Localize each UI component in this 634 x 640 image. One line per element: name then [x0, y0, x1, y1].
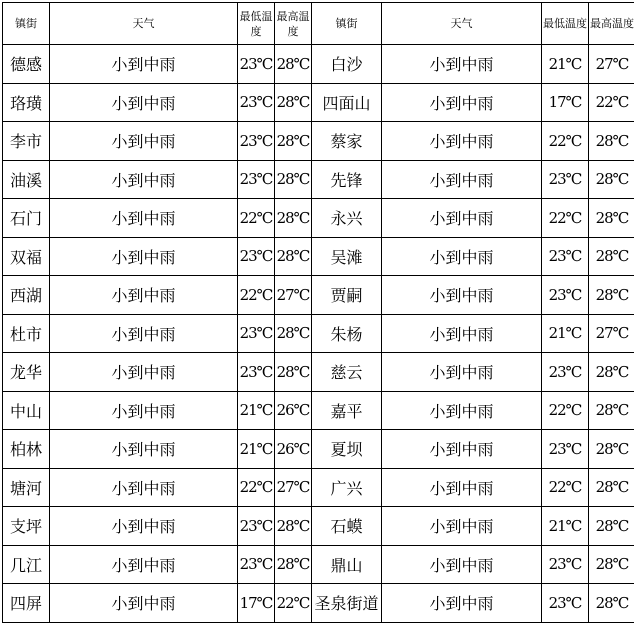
- max-temp-cell: 28℃: [589, 122, 634, 161]
- weather-cell: 小到中雨: [50, 83, 238, 122]
- town-cell: 珞璜: [3, 83, 50, 122]
- town-cell: 龙华: [3, 353, 50, 392]
- min-temp-cell: 21℃: [542, 314, 589, 353]
- town-cell: 石门: [3, 199, 50, 238]
- town-cell: 永兴: [312, 199, 382, 238]
- weather-cell: 小到中雨: [50, 507, 238, 546]
- min-temp-cell: 21℃: [238, 430, 275, 469]
- min-temp-cell: 23℃: [238, 83, 275, 122]
- table-row: [3, 237, 634, 276]
- min-temp-cell: 22℃: [238, 276, 275, 315]
- table-row: [3, 468, 634, 507]
- weather-forecast-table: [2, 2, 634, 623]
- table-row: [3, 507, 634, 546]
- min-temp-cell: 23℃: [238, 545, 275, 584]
- min-temp-cell: 23℃: [238, 314, 275, 353]
- weather-cell: 小到中雨: [382, 391, 542, 430]
- town-cell: 圣泉街道: [312, 584, 382, 623]
- weather-cell: 小到中雨: [382, 430, 542, 469]
- weather-cell: 小到中雨: [382, 468, 542, 507]
- min-temp-cell: 23℃: [238, 122, 275, 161]
- town-cell: 朱杨: [312, 314, 382, 353]
- min-temp-cell: 21℃: [238, 391, 275, 430]
- min-temp-cell: 23℃: [542, 237, 589, 276]
- town-cell: 先锋: [312, 160, 382, 199]
- town-cell: 嘉平: [312, 391, 382, 430]
- weather-cell: 小到中雨: [382, 199, 542, 238]
- min-temp-cell: 23℃: [542, 545, 589, 584]
- max-temp-cell: 26℃: [275, 391, 312, 430]
- header-weather: 天气: [382, 3, 542, 45]
- min-temp-cell: 23℃: [542, 353, 589, 392]
- header-max-temp: 最高温度: [275, 3, 312, 45]
- weather-cell: 小到中雨: [50, 45, 238, 84]
- town-cell: 慈云: [312, 353, 382, 392]
- town-cell: 贾嗣: [312, 276, 382, 315]
- max-temp-cell: 28℃: [589, 430, 634, 469]
- town-cell: 鼎山: [312, 545, 382, 584]
- weather-cell: 小到中雨: [50, 122, 238, 161]
- min-temp-cell: 23℃: [238, 160, 275, 199]
- min-temp-cell: 23℃: [542, 276, 589, 315]
- max-temp-cell: 28℃: [275, 314, 312, 353]
- weather-cell: 小到中雨: [50, 160, 238, 199]
- max-temp-cell: 28℃: [589, 391, 634, 430]
- max-temp-cell: 22℃: [275, 584, 312, 623]
- max-temp-cell: 27℃: [589, 314, 634, 353]
- min-temp-cell: 17℃: [238, 584, 275, 623]
- weather-cell: 小到中雨: [382, 584, 542, 623]
- max-temp-cell: 28℃: [275, 122, 312, 161]
- max-temp-cell: 27℃: [589, 45, 634, 84]
- min-temp-cell: 23℃: [238, 507, 275, 546]
- town-cell: 西湖: [3, 276, 50, 315]
- max-temp-cell: 28℃: [589, 199, 634, 238]
- header-max-temp: 最高温度: [589, 3, 634, 45]
- min-temp-cell: 21℃: [542, 507, 589, 546]
- table-row: [3, 122, 634, 161]
- max-temp-cell: 27℃: [275, 468, 312, 507]
- max-temp-cell: 28℃: [275, 160, 312, 199]
- max-temp-cell: 28℃: [589, 468, 634, 507]
- min-temp-cell: 22℃: [542, 391, 589, 430]
- town-cell: 夏坝: [312, 430, 382, 469]
- town-cell: 德感: [3, 45, 50, 84]
- min-temp-cell: 21℃: [542, 45, 589, 84]
- max-temp-cell: 28℃: [275, 45, 312, 84]
- max-temp-cell: 28℃: [589, 584, 634, 623]
- weather-cell: 小到中雨: [50, 545, 238, 584]
- min-temp-cell: 22℃: [238, 468, 275, 507]
- max-temp-cell: 28℃: [589, 276, 634, 315]
- max-temp-cell: 28℃: [275, 199, 312, 238]
- table-row: [3, 314, 634, 353]
- max-temp-cell: 28℃: [589, 237, 634, 276]
- max-temp-cell: 28℃: [589, 545, 634, 584]
- weather-cell: 小到中雨: [382, 276, 542, 315]
- weather-cell: 小到中雨: [50, 276, 238, 315]
- weather-cell: 小到中雨: [50, 237, 238, 276]
- weather-cell: 小到中雨: [382, 507, 542, 546]
- table-row: [3, 545, 634, 584]
- weather-cell: 小到中雨: [382, 122, 542, 161]
- table-row: [3, 199, 634, 238]
- town-cell: 吴滩: [312, 237, 382, 276]
- town-cell: 几江: [3, 545, 50, 584]
- table-row: [3, 391, 634, 430]
- min-temp-cell: 22℃: [542, 468, 589, 507]
- weather-cell: 小到中雨: [50, 430, 238, 469]
- min-temp-cell: 22℃: [542, 199, 589, 238]
- min-temp-cell: 23℃: [542, 160, 589, 199]
- min-temp-cell: 17℃: [542, 83, 589, 122]
- header-town: 镇街: [3, 3, 50, 45]
- min-temp-cell: 23℃: [542, 430, 589, 469]
- weather-cell: 小到中雨: [382, 237, 542, 276]
- town-cell: 四面山: [312, 83, 382, 122]
- min-temp-cell: 23℃: [238, 237, 275, 276]
- town-cell: 蔡家: [312, 122, 382, 161]
- weather-cell: 小到中雨: [50, 468, 238, 507]
- table-row: [3, 276, 634, 315]
- header-weather: 天气: [50, 3, 238, 45]
- town-cell: 塘河: [3, 468, 50, 507]
- town-cell: 李市: [3, 122, 50, 161]
- max-temp-cell: 22℃: [589, 83, 634, 122]
- header-min-temp: 最低温度: [238, 3, 275, 45]
- header-row: [3, 3, 634, 45]
- min-temp-cell: 23℃: [238, 45, 275, 84]
- table-row: [3, 160, 634, 199]
- weather-cell: 小到中雨: [50, 353, 238, 392]
- weather-cell: 小到中雨: [50, 584, 238, 623]
- min-temp-cell: 23℃: [238, 353, 275, 392]
- table-row: [3, 430, 634, 469]
- min-temp-cell: 22℃: [238, 199, 275, 238]
- weather-cell: 小到中雨: [50, 391, 238, 430]
- weather-cell: 小到中雨: [50, 314, 238, 353]
- table-row: [3, 83, 634, 122]
- max-temp-cell: 28℃: [275, 507, 312, 546]
- town-cell: 石蟆: [312, 507, 382, 546]
- town-cell: 杜市: [3, 314, 50, 353]
- town-cell: 油溪: [3, 160, 50, 199]
- max-temp-cell: 27℃: [275, 276, 312, 315]
- weather-cell: 小到中雨: [50, 199, 238, 238]
- header-town: 镇街: [312, 3, 382, 45]
- header-min-temp: 最低温度: [542, 3, 589, 45]
- weather-cell: 小到中雨: [382, 83, 542, 122]
- max-temp-cell: 28℃: [275, 353, 312, 392]
- table-row: [3, 353, 634, 392]
- max-temp-cell: 28℃: [589, 507, 634, 546]
- weather-cell: 小到中雨: [382, 314, 542, 353]
- max-temp-cell: 28℃: [275, 545, 312, 584]
- table-row: [3, 584, 634, 623]
- weather-cell: 小到中雨: [382, 545, 542, 584]
- town-cell: 四屏: [3, 584, 50, 623]
- table-row: [3, 45, 634, 84]
- max-temp-cell: 28℃: [275, 83, 312, 122]
- town-cell: 中山: [3, 391, 50, 430]
- town-cell: 支坪: [3, 507, 50, 546]
- max-temp-cell: 28℃: [589, 353, 634, 392]
- town-cell: 广兴: [312, 468, 382, 507]
- town-cell: 双福: [3, 237, 50, 276]
- min-temp-cell: 22℃: [542, 122, 589, 161]
- min-temp-cell: 23℃: [542, 584, 589, 623]
- max-temp-cell: 28℃: [275, 237, 312, 276]
- weather-cell: 小到中雨: [382, 353, 542, 392]
- weather-cell: 小到中雨: [382, 160, 542, 199]
- max-temp-cell: 26℃: [275, 430, 312, 469]
- town-cell: 白沙: [312, 45, 382, 84]
- max-temp-cell: 28℃: [589, 160, 634, 199]
- town-cell: 柏林: [3, 430, 50, 469]
- weather-cell: 小到中雨: [382, 45, 542, 84]
